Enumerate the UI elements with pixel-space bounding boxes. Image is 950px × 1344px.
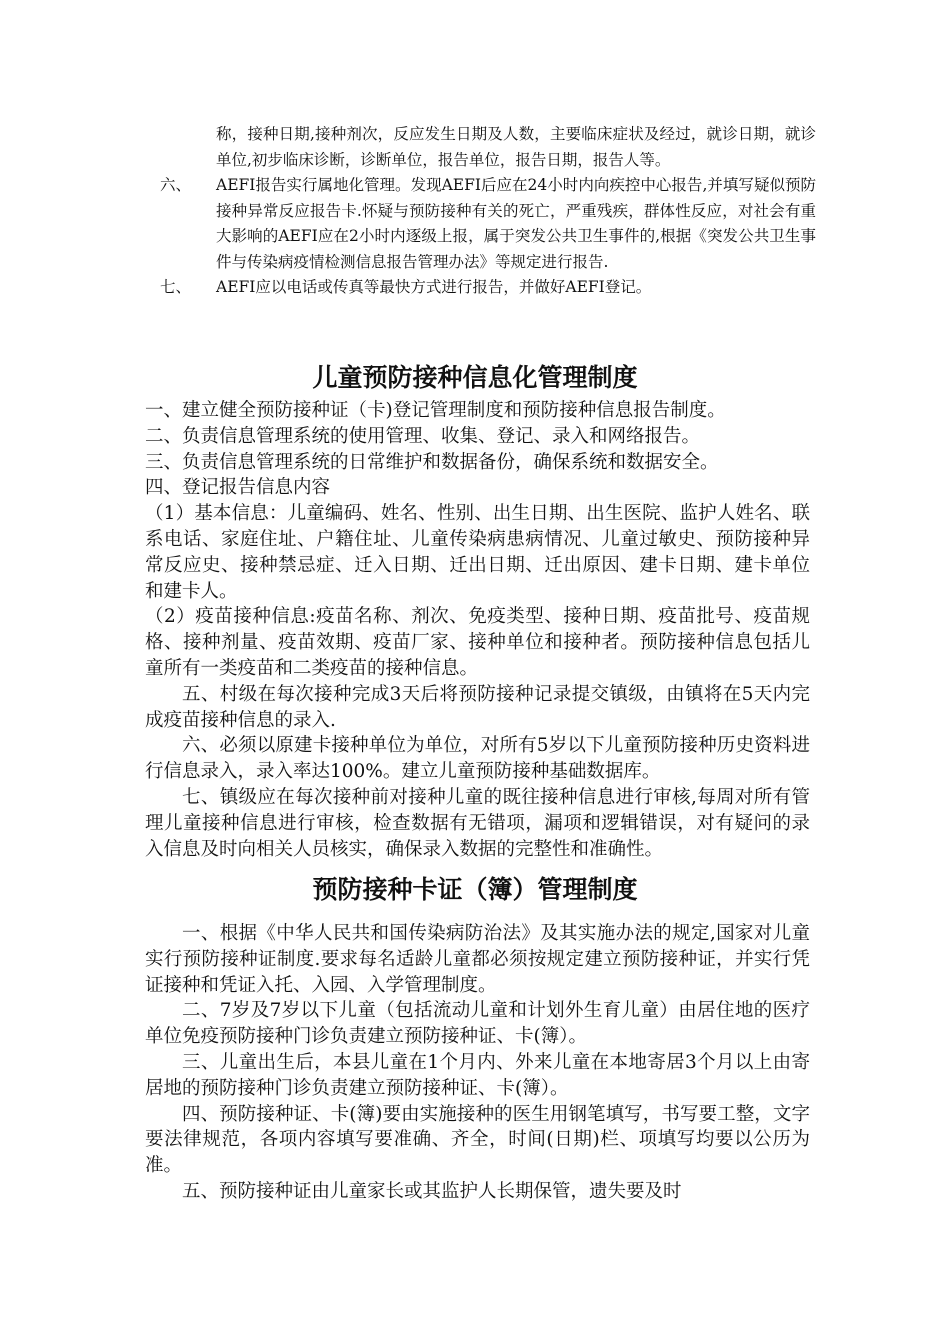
paragraph: 三、儿童出生后，本县儿童在1个月内、外来儿童在本地寄居3个月以上由寄居地的预防接种门诊负责建立预防接种证、卡(簿）。	[145, 1051, 810, 1099]
paragraph: 五、预防接种证由儿童家长或其监护人长期保管，遗失要及时	[182, 1180, 682, 1202]
paragraph: 五、村级在每次接种完成3天后将预防接种记录提交镇级，由镇将在5天内完成疫苗接种信息的录入.	[145, 683, 810, 731]
section-title: 预防接种卡证（簿）管理制度	[312, 875, 638, 904]
paragraph: 四、预防接种证、卡(簿)要由实施接种的医生用钢笔填写，书写要工整，文字要法律规范，各项内容填写要准确、齐全，时间(日期)栏、项填写均要以公历为准。	[145, 1103, 810, 1177]
paragraph: 三、负责信息管理系统的日常维护和数据备份，确保系统和数据安全。	[145, 451, 719, 473]
continued-paragraph: 称，接种日期,接种剂次，反应发生日期及人数，主要临床症状及经过，就诊日期，就诊单位,初步临床诊断，诊断单位，报告单位，报告日期，报告人等。	[216, 125, 816, 169]
paragraph: 二、负责信息管理系统的使用管理、收集、登记、录入和网络报告。	[145, 425, 701, 447]
paragraph: 四、登记报告信息内容	[145, 477, 331, 499]
list-item	[0, 275, 950, 301]
paragraph: 六、必须以原建卡接种单位为单位，对所有5岁以下儿童预防接种历史资料进行信息录入，录入率达100%。建立儿童预防接种基础数据库。	[145, 735, 810, 783]
paragraph: 一、建立健全预防接种证（卡)登记管理制度和预防接种信息报告制度。	[145, 400, 726, 421]
section-body	[145, 921, 810, 1205]
paragraph: （2）疫苗接种信息:疫苗名称、剂次、免疫类型、接种日期、疫苗批号、疫苗规格、接种剂量、疫苗效期、疫苗厂家、接种单位和接种者。预防接种信息包括儿童所有一类疫苗和二类疫苗的接种信息。	[145, 606, 810, 679]
aefi-report-continuation	[0, 122, 950, 301]
item-number: 七、	[160, 278, 192, 296]
item-text: AEFI应以电话或传真等最快方式进行报告，并做好AEFI登记。	[216, 278, 652, 296]
paragraph: 七、镇级应在每次接种前对接种儿童的既往接种信息进行审核,每周对所有管理儿童接种信息进行审核，检查数据有无错项，漏项和逻辑错误，对有疑问的录入信息及时向相关人员核实，确保录入数据的完整性和准确性。	[145, 786, 810, 860]
section-title: 儿童预防接种信息化管理制度	[312, 363, 638, 392]
paragraph: 一、根据《中华人民共和国传染病防治法》及其实施办法的规定,国家对儿童实行预防接种证制度.要求每名适龄儿童都必须按规定建立预防接种证，并实行凭证接种和凭证入托、入园、入学管理制度。	[145, 923, 810, 996]
paragraph: 二、7岁及7岁以下儿童（包括流动儿童和计划外生育儿童）由居住地的医疗单位免疫预防接种门诊负责建立预防接种证、卡(簿）。	[145, 1000, 810, 1048]
item-text: AEFI报告实行属地化管理。发现AEFI后应在24小时内向疾控中心报告,并填写疑似预防接种异常反应报告卡.怀疑与预防接种有关的死亡，严重残疾，群体性反应，对社会有重大影响的AEFI应在2小时内逐级上报，属于突发公共卫生事件的,根据《突发公共卫生事件与传染病疫情检测信息报告管理办法》等规定进行报告.	[216, 176, 816, 271]
section-body	[145, 398, 810, 862]
list-item	[0, 173, 950, 275]
item-number: 六、	[160, 176, 192, 194]
paragraph: （1）基本信息：儿童编码、姓名、性别、出生日期、出生医院、监护人姓名、联系电话、家庭住址、户籍住址、儿童传染病患病情况、儿童过敏史、预防接种异常反应史、接种禁忌症、迁入日期、迁出日期、迁出原因、建卡日期、建卡单位和建卡人。	[145, 503, 810, 602]
